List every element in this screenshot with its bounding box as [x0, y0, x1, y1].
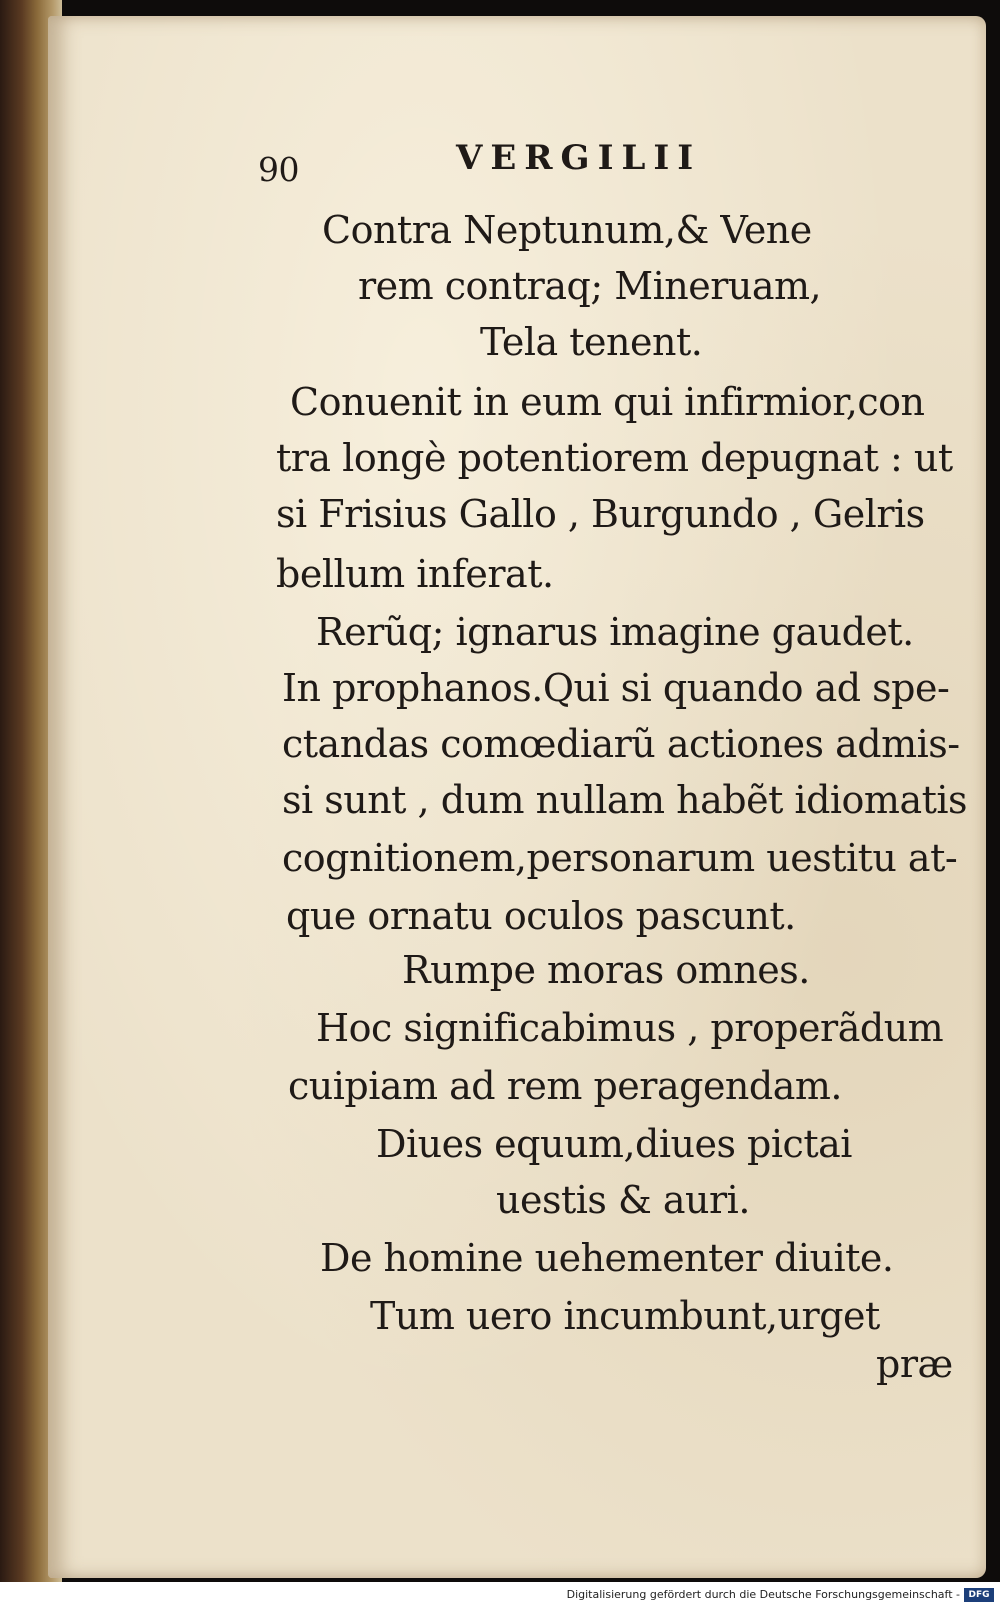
text-line: De homine uehementer diuite. — [320, 1236, 894, 1280]
text-line: si Frisius Gallo , Burgundo , Gelris — [276, 492, 925, 536]
text-line: cuipiam ad rem peragendam. — [288, 1064, 842, 1108]
text-line: Rerũq; ignarus imagine gaudet. — [316, 610, 914, 654]
text-line: Tela tenent. — [480, 320, 703, 364]
text-line: bellum inferat. — [276, 552, 554, 596]
digitization-credit: Digitalisierung gefördert durch die Deutsche Forschungsgemeinschaft - — [566, 1588, 960, 1601]
text-line: Contra Neptunum,& Vene — [322, 208, 812, 252]
text-line: Diues equum,diues pictai — [376, 1122, 852, 1166]
text-line: si sunt , dum nullam habẽt idiomatis — [282, 778, 968, 822]
text-line: In prophanos.Qui si quando ad spe- — [282, 666, 950, 710]
dfg-logo: DFG — [964, 1588, 994, 1602]
text-line: que ornatu oculos pascunt. — [286, 894, 796, 938]
text-line: tra longè potentiorem depugnat : ut — [276, 436, 953, 480]
text-line: Hoc significabimus , properãdum — [316, 1006, 944, 1050]
running-title: VERGILII — [456, 138, 702, 178]
text-line: ctandas comœdiarũ actiones admis- — [282, 722, 960, 766]
text-line: rem contraq; Mineruam, — [358, 264, 822, 308]
text-line: Rumpe moras omnes. — [402, 948, 810, 992]
catchword: præ — [876, 1342, 953, 1386]
text-line: cognitionem,personarum uestitu at- — [282, 836, 958, 880]
text-line: Tum uero incumbunt,urget — [370, 1294, 880, 1338]
footer-bar — [0, 1582, 1000, 1610]
text-line: Conuenit in eum qui infirmior,con — [290, 380, 925, 424]
page-number: 90 — [258, 150, 299, 189]
text-line: uestis & auri. — [496, 1178, 750, 1222]
